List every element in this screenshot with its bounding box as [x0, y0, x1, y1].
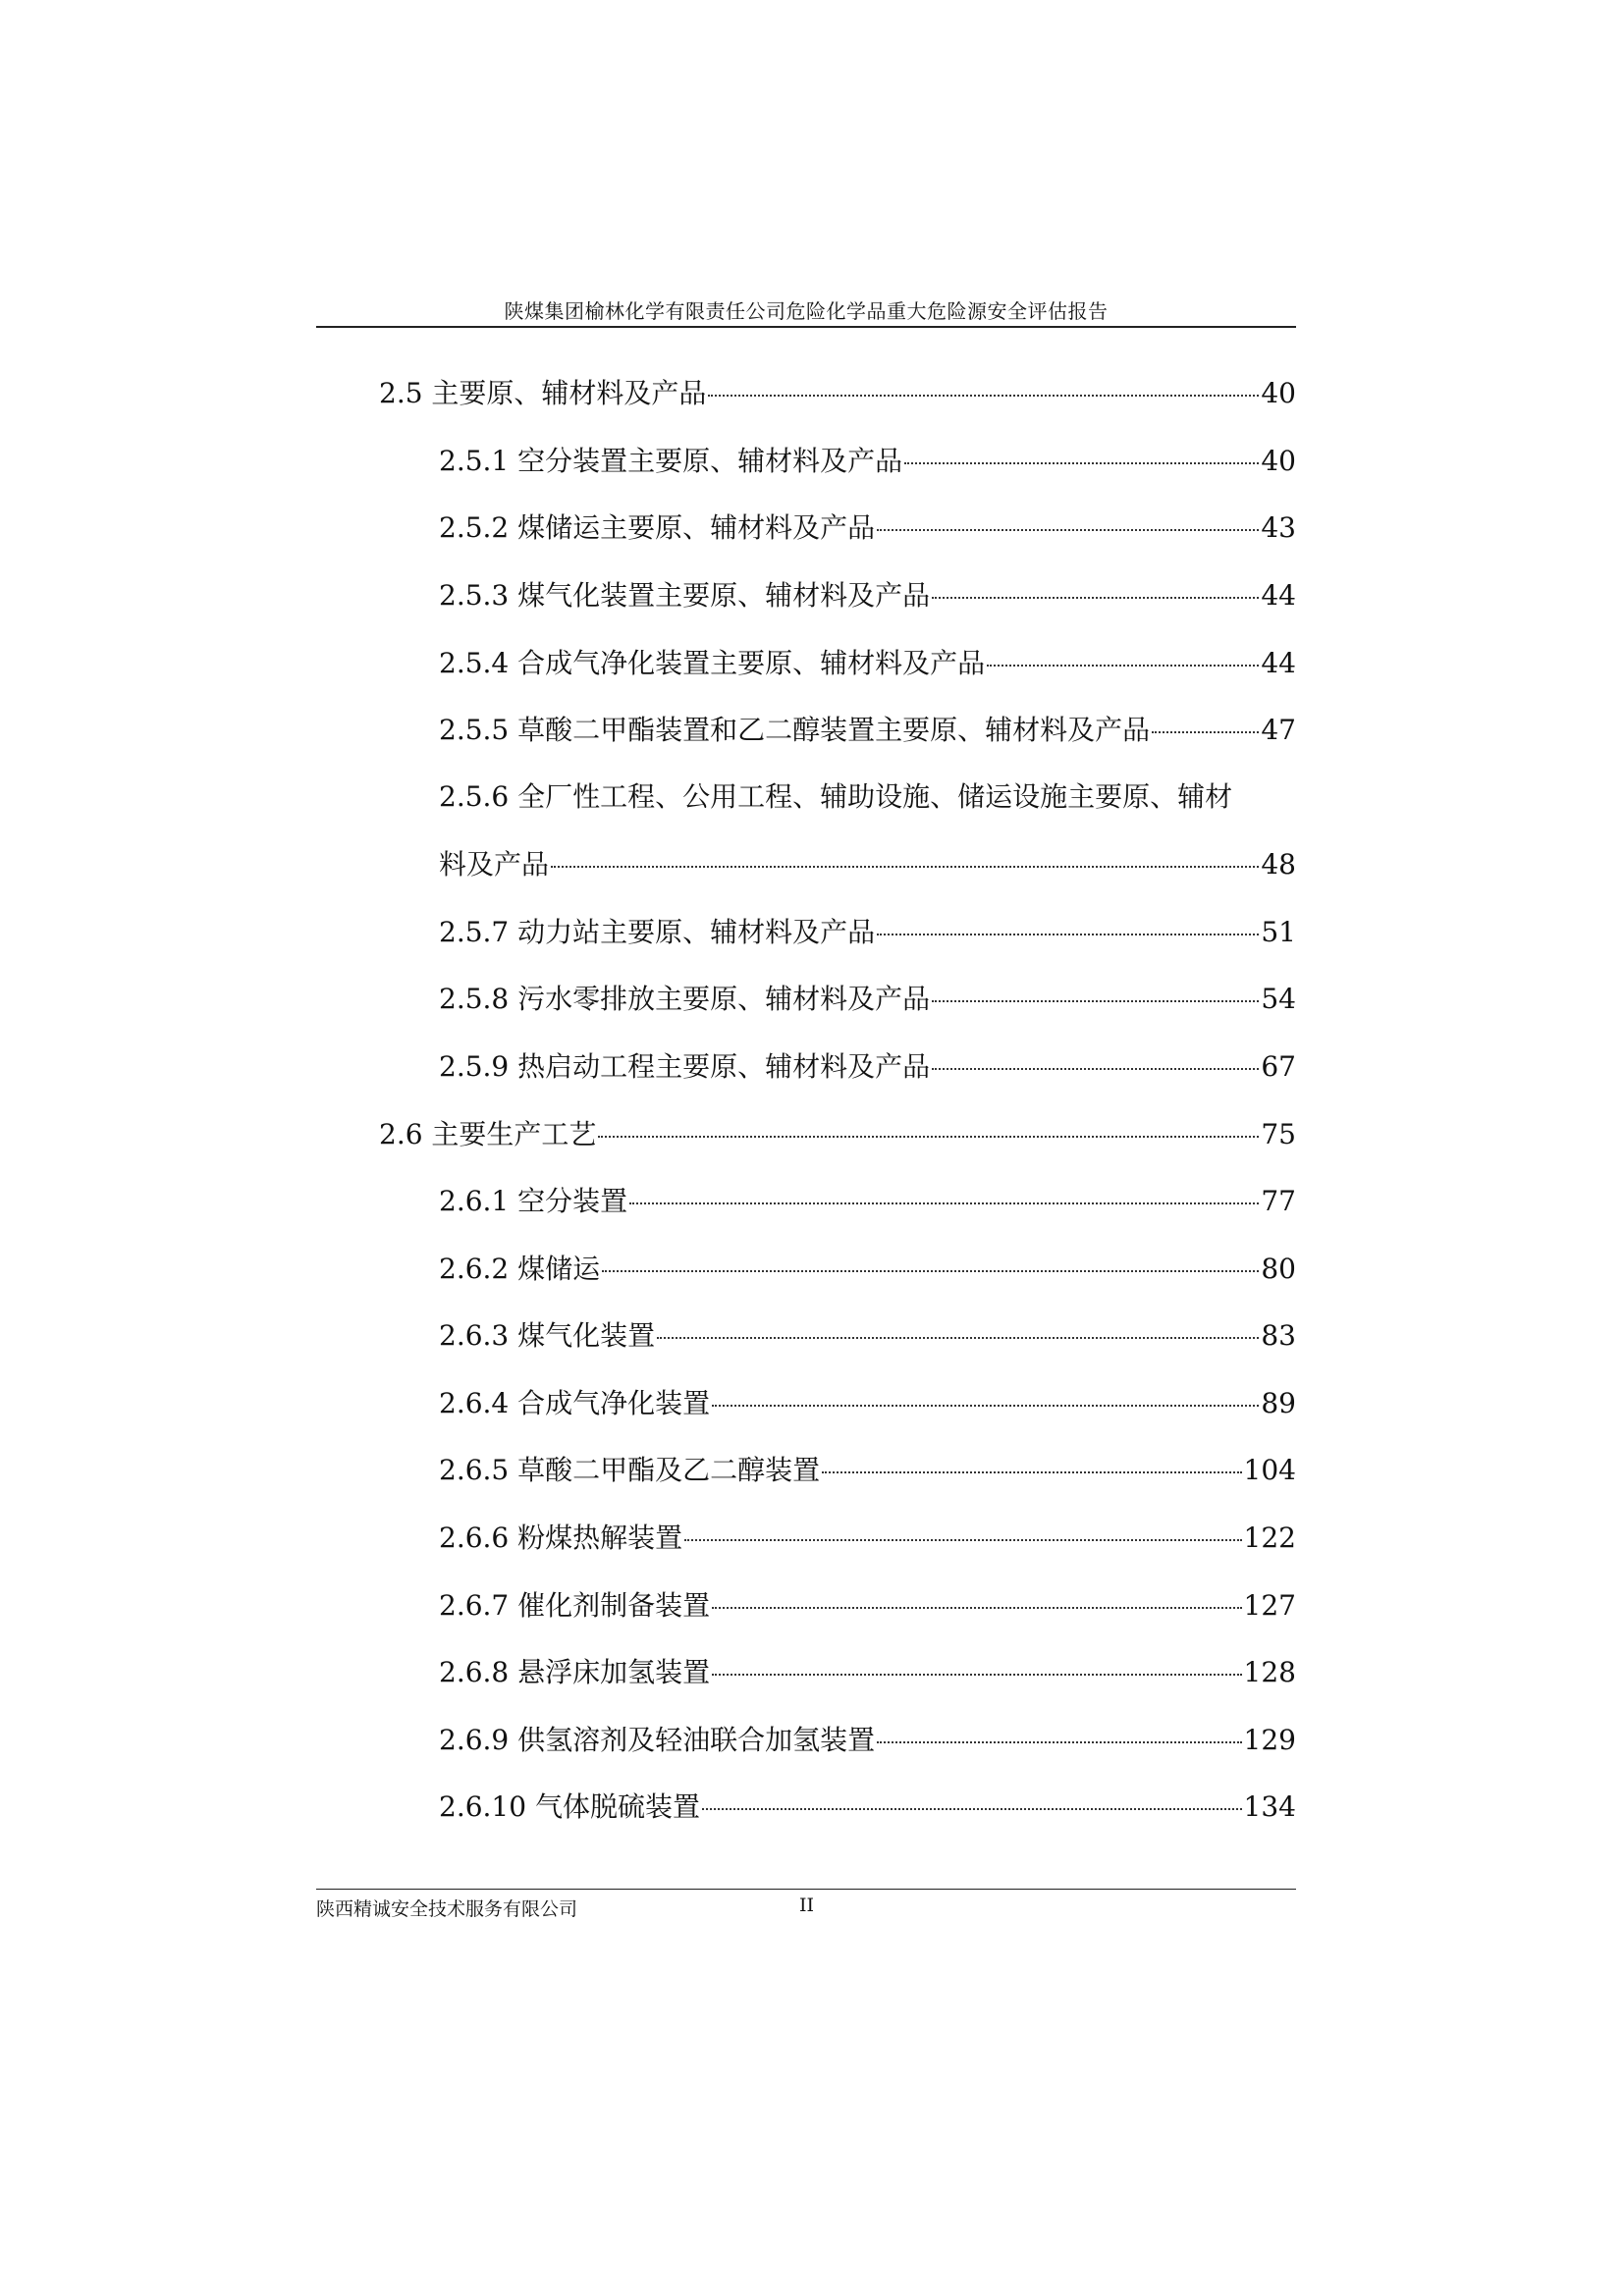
toc-leader-dots — [932, 999, 1259, 1002]
toc-entry-2-5-6-line1[interactable] — [439, 777, 1232, 817]
toc-page-number: 89 — [1261, 1387, 1296, 1419]
toc-page-number: 104 — [1243, 1454, 1296, 1486]
toc-entry-title: 2.6.3 煤气化装置 — [439, 1319, 656, 1352]
toc-page-number: 77 — [1261, 1185, 1296, 1217]
toc-entry-2-5-7[interactable] — [439, 913, 1296, 952]
toc-page-number: 40 — [1261, 445, 1296, 477]
toc-entry-2-5-6[interactable] — [439, 845, 1296, 884]
footer-divider — [316, 1889, 1296, 1890]
toc-entry-title: 2.5.8 污水零排放主要原、辅材料及产品 — [439, 983, 931, 1015]
toc-entry-title: 2.6.7 催化剂制备装置 — [439, 1589, 711, 1622]
toc-page-number: 83 — [1261, 1319, 1296, 1352]
toc-entry-2-5-3[interactable] — [439, 576, 1296, 615]
toc-entry-title: 2.5.4 合成气净化装置主要原、辅材料及产品 — [439, 647, 986, 679]
toc-entry-2-6-1[interactable] — [439, 1182, 1296, 1221]
toc-page-number: 44 — [1261, 579, 1296, 612]
toc-page-number: 47 — [1261, 714, 1296, 746]
toc-page-number: 129 — [1243, 1724, 1296, 1756]
toc-entry-title: 2.6.6 粉煤热解装置 — [439, 1522, 683, 1554]
toc-leader-dots — [684, 1538, 1241, 1541]
toc-entry-2-5[interactable] — [379, 374, 1296, 413]
toc-entry-2-6-2[interactable] — [439, 1250, 1296, 1289]
toc-entry-title: 2.5.7 动力站主要原、辅材料及产品 — [439, 916, 876, 948]
toc-entry-2-5-2[interactable] — [439, 508, 1296, 548]
toc-page-number: 43 — [1261, 511, 1296, 544]
toc-entry-2-5-9[interactable] — [439, 1047, 1296, 1087]
toc-page-number: 40 — [1261, 377, 1296, 409]
toc-leader-dots — [987, 664, 1259, 667]
toc-entry-2-5-5[interactable] — [439, 711, 1296, 750]
toc-page-number: 75 — [1261, 1118, 1296, 1150]
toc-entry-title-continuation: 料及产品 — [439, 848, 550, 881]
toc-entry-title: 2.5.3 煤气化装置主要原、辅材料及产品 — [439, 579, 931, 612]
toc-entry-title: 2.6.2 煤储运 — [439, 1253, 601, 1285]
toc-entry-title: 2.6 主要生产工艺 — [379, 1118, 597, 1150]
toc-page-number: 122 — [1243, 1522, 1296, 1554]
toc-page-number: 134 — [1243, 1790, 1296, 1823]
toc-entry-2-6-8[interactable] — [439, 1653, 1296, 1692]
toc-page-number: 67 — [1261, 1050, 1296, 1083]
toc-entry-2-5-8[interactable] — [439, 980, 1296, 1019]
toc-entry-2-6-7[interactable] — [439, 1586, 1296, 1626]
toc-entry-2-6-4[interactable] — [439, 1384, 1296, 1423]
toc-entry-2-6-10[interactable] — [439, 1788, 1296, 1827]
toc-leader-dots — [629, 1201, 1259, 1204]
toc-entry-title: 2.5 主要原、辅材料及产品 — [379, 377, 707, 409]
toc-leader-dots — [822, 1470, 1241, 1473]
toc-entry-2-5-1[interactable] — [439, 442, 1296, 481]
header-title: 陕煤集团榆林化学有限责任公司危险化学品重大危险源安全评估报告 — [504, 299, 1109, 323]
toc-page-number: 80 — [1261, 1253, 1296, 1285]
toc-entry-2-6-6[interactable] — [439, 1519, 1296, 1558]
toc-entry-title: 2.5.1 空分装置主要原、辅材料及产品 — [439, 445, 903, 477]
toc-entry-title: 2.5.5 草酸二甲酯装置和乙二醇装置主要原、辅材料及产品 — [439, 714, 1151, 746]
toc-entry-title: 2.5.2 煤储运主要原、辅材料及产品 — [439, 511, 876, 544]
toc-entry-title: 2.6.8 悬浮床加氢装置 — [439, 1656, 711, 1688]
toc-entry-2-6-5[interactable] — [439, 1451, 1296, 1490]
toc-leader-dots — [712, 1404, 1259, 1407]
header-divider — [316, 326, 1296, 328]
toc-leader-dots — [904, 461, 1259, 464]
toc-entry-2-6-3[interactable] — [439, 1316, 1296, 1356]
toc-leader-dots — [551, 865, 1259, 868]
toc-page-number: 54 — [1261, 983, 1296, 1015]
toc-leader-dots — [602, 1269, 1259, 1272]
toc-entry-title: 2.5.9 热启动工程主要原、辅材料及产品 — [439, 1050, 931, 1083]
footer-company: 陕西精诚安全技术服务有限公司 — [316, 1898, 578, 1920]
toc-entry-2-6-9[interactable] — [439, 1721, 1296, 1760]
toc-leader-dots — [932, 1067, 1259, 1070]
toc-page-number: 127 — [1243, 1589, 1296, 1622]
toc-leader-dots — [932, 596, 1259, 599]
toc-leader-dots — [877, 933, 1259, 935]
toc-leader-dots — [712, 1606, 1241, 1609]
toc-leader-dots — [702, 1807, 1242, 1810]
toc-entry-title: 2.5.6 全厂性工程、公用工程、辅助设施、储运设施主要原、辅材 — [439, 780, 1233, 813]
toc-page-number: 44 — [1261, 647, 1296, 679]
toc-page-number: 51 — [1261, 916, 1296, 948]
toc-entry-title: 2.6.10 气体脱硫装置 — [439, 1790, 700, 1823]
toc-leader-dots — [1152, 730, 1259, 733]
toc-page-number: 48 — [1261, 848, 1296, 881]
toc-entry-title: 2.6.5 草酸二甲酯及乙二醇装置 — [439, 1454, 821, 1486]
toc-page-number: 128 — [1243, 1656, 1296, 1688]
toc-leader-dots — [877, 528, 1259, 531]
toc-leader-dots — [708, 394, 1259, 397]
toc-entry-2-5-4[interactable] — [439, 644, 1296, 683]
toc-entry-title: 2.6.1 空分装置 — [439, 1185, 628, 1217]
toc-leader-dots — [877, 1740, 1241, 1743]
footer-page-number: II — [799, 1895, 815, 1916]
toc-entry-title: 2.6.9 供氢溶剂及轻油联合加氢装置 — [439, 1724, 876, 1756]
toc-leader-dots — [657, 1336, 1259, 1339]
toc-leader-dots — [712, 1673, 1241, 1676]
toc-entry-2-6[interactable] — [379, 1115, 1296, 1154]
toc-leader-dots — [598, 1135, 1259, 1138]
toc-entry-title: 2.6.4 合成气净化装置 — [439, 1387, 711, 1419]
